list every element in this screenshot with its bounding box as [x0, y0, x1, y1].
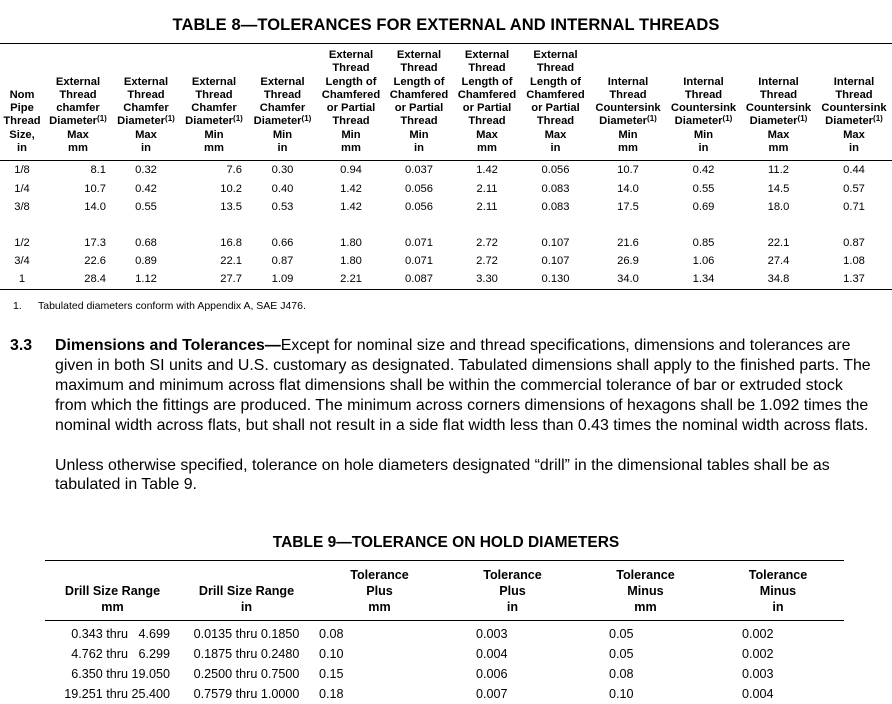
- table8-cell: 1/4: [14, 182, 30, 195]
- header-line: Max: [476, 128, 498, 141]
- header-line: Diameter: [749, 115, 798, 128]
- table8-cell: 0.071: [405, 236, 433, 249]
- table9-header-cell: [45, 561, 180, 621]
- header-line: Thread: [536, 115, 575, 128]
- table9-cell: 0.004: [476, 647, 508, 661]
- table9-cell: 0.002: [742, 627, 774, 641]
- header-line: or Partial: [326, 102, 376, 115]
- footnote-number: 1.: [13, 300, 22, 312]
- table8-header-cell: [590, 44, 666, 161]
- table9-cell: 0.006: [476, 667, 508, 681]
- header-line: mm: [768, 142, 789, 155]
- table9-cell: 0.003: [476, 627, 508, 641]
- header-line: Diameter: [117, 115, 166, 128]
- table9-cell: 0.05: [609, 647, 634, 661]
- table8-cell: 2.21: [317, 270, 385, 289]
- header-line: Pipe: [10, 102, 34, 115]
- table9-header-row: [45, 561, 844, 621]
- header-line: External: [396, 49, 442, 61]
- table8-cell: 1.80: [340, 255, 362, 268]
- header-line: Min: [409, 128, 429, 141]
- header-line: mm: [618, 142, 638, 155]
- header-line: mm: [341, 142, 361, 155]
- header-line: Max: [135, 128, 157, 141]
- header-line: External: [464, 49, 510, 61]
- header-line: Length of: [461, 75, 513, 88]
- header-line: Min: [693, 128, 714, 141]
- table8-cell: 1.06: [692, 255, 715, 268]
- table8-cell: 11.2: [768, 164, 789, 177]
- header-line: External: [328, 49, 374, 61]
- table9-cell: 6.350 thru 19.050: [71, 667, 170, 681]
- header-line: Tolerance: [616, 568, 675, 582]
- table9-cell: 0.10: [319, 647, 344, 661]
- section-3-3: [10, 336, 876, 495]
- table8-cell: 0.40: [271, 182, 294, 195]
- table8-cell: 0.30: [271, 164, 294, 177]
- header-line: Diameter: [185, 115, 234, 128]
- header-line: Max: [67, 128, 89, 141]
- header-line: Min: [272, 128, 293, 141]
- header-line: Minus: [627, 584, 664, 598]
- header-line: External: [55, 75, 101, 88]
- table8-cell: 2.11: [476, 200, 498, 213]
- table8-cell: 0.66: [271, 236, 294, 249]
- header-line: in: [277, 142, 288, 155]
- table8-cell: 0.32: [135, 164, 157, 177]
- header-line: Tolerance: [483, 568, 542, 582]
- section-para1-text: Except for nominal size and thread specifications, dimensions and tolerances are given in both SI units and U.S. customary as designated. Tabulated dimensions shall apply to the finished parts. The maximum and minimum across flat dimensions shall be within the commercial tolerance of bar or extruded stock from which the fittings are produced. The minimum across corners dimensions of hexagons shall be 1.092 times the nominal width across flats, but shall not result in a side flat width less than 0.43 times the nominal width across flats.: [55, 337, 871, 434]
- header-line: chamfer: [56, 102, 100, 115]
- table8-cell: 0.68: [135, 236, 157, 249]
- footnote-ref: (1): [797, 114, 808, 124]
- table8-header-cell: [0, 44, 44, 161]
- table8-cell: 0.107: [541, 255, 570, 268]
- table8-cell: 0.44: [843, 164, 865, 177]
- header-line: External: [260, 75, 305, 88]
- table8-spacer-row: [0, 216, 892, 234]
- table8-row: [0, 234, 892, 252]
- table8-cell: 2.11: [476, 182, 498, 195]
- header-line: Thread: [332, 115, 370, 128]
- header-line: Drill Size Range: [64, 584, 161, 598]
- header-line: Countersink: [745, 102, 812, 115]
- header-line: Internal: [683, 75, 724, 88]
- header-line: Length of: [393, 75, 445, 88]
- table8-header-cell: [248, 44, 317, 161]
- table8-cell: 0.056: [405, 200, 433, 213]
- table8-cell: 0.87: [843, 236, 865, 249]
- table9-cell: 0.15: [319, 667, 344, 681]
- table8-cell: 8.1: [90, 164, 106, 177]
- header-line: Internal: [758, 75, 799, 88]
- table9-cell: 0.003: [742, 667, 774, 681]
- table8-cell: 1.42: [340, 200, 362, 213]
- table9-cell: 0.2500 thru 0.7500: [193, 667, 300, 681]
- table9-header-cell: [313, 561, 446, 621]
- header-line: Thread: [195, 88, 233, 101]
- table8: [0, 43, 892, 290]
- table8-cell: 27.4: [767, 255, 790, 268]
- header-line: Internal: [607, 75, 649, 88]
- table9-header-cell: [446, 561, 579, 621]
- table8-header-cell: [521, 44, 590, 161]
- header-line: Diameter: [825, 115, 874, 128]
- header-line: Countersink: [821, 102, 887, 115]
- table8-cell: 3.30: [453, 270, 521, 289]
- table8-cell: 0.42: [135, 182, 157, 195]
- footnote-ref: (1): [233, 114, 243, 124]
- table8-header-cell: [317, 44, 385, 161]
- table8-cell: 2.72: [476, 236, 498, 249]
- header-line: mm: [68, 142, 88, 155]
- table9-cell: 0.0135 thru 0.1850: [193, 627, 300, 641]
- table8-header-row: [0, 44, 892, 161]
- header-line: mm: [477, 142, 497, 155]
- table9-header-cell: [579, 561, 712, 621]
- header-line: mm: [368, 600, 391, 614]
- header-line: in: [849, 142, 859, 155]
- table9-cell: 0.05: [609, 627, 634, 641]
- table8-cell: 10.7: [617, 164, 639, 177]
- table8-cell: 21.6: [617, 236, 639, 249]
- table8-cell: 14.5: [767, 182, 790, 195]
- header-line: Chamfered: [457, 88, 517, 101]
- table9-cell: 0.343 thru 4.699: [71, 627, 170, 641]
- table8-cell: 22.1: [767, 236, 790, 249]
- table8-cell: 1/8: [14, 164, 30, 177]
- header-line: Countersink: [595, 102, 661, 115]
- footnote-ref: (1): [647, 114, 657, 124]
- table9-row: [45, 684, 844, 704]
- table8-header-cell: [44, 44, 112, 161]
- table8-cell: 1.09: [248, 270, 317, 289]
- table8-header-cell: [180, 44, 248, 161]
- table8-cell: 2.72: [476, 255, 498, 268]
- table9-cell: 0.1875 thru 0.2480: [193, 647, 300, 661]
- table8-cell: 1.42: [340, 182, 362, 195]
- table8-cell: 3/4: [14, 255, 30, 268]
- header-line: Plus: [366, 584, 393, 598]
- table8-cell: 0.53: [271, 200, 294, 213]
- header-line: Max: [544, 128, 567, 141]
- header-line: Thread: [468, 62, 506, 75]
- table8-title: TABLE 8—TOLERANCES FOR EXTERNAL AND INTERNAL THREADS: [172, 16, 720, 34]
- table8-cell: 1.34: [666, 270, 741, 289]
- table8-row: [0, 198, 892, 216]
- header-line: Thread: [536, 62, 575, 75]
- header-line: Diameter: [253, 115, 302, 128]
- header-line: External: [191, 75, 237, 88]
- table8-header-cell: [385, 44, 453, 161]
- header-line: Countersink: [670, 102, 737, 115]
- header-line: Thread: [759, 88, 798, 101]
- table8-cell: 0.57: [843, 182, 865, 195]
- table9-cell: 0.007: [476, 687, 508, 701]
- header-line: Min: [204, 128, 224, 141]
- footnote-ref: (1): [722, 114, 733, 124]
- header-line: Chamfer: [259, 102, 306, 115]
- table8-row: [0, 180, 892, 198]
- table8-cell: 27.7: [180, 270, 248, 289]
- table9-row: [45, 621, 844, 645]
- table8-cell: 17.5: [617, 200, 639, 213]
- table9-cell: 4.762 thru 6.299: [71, 647, 170, 661]
- header-line: Thread: [400, 62, 438, 75]
- header-line: in: [414, 142, 424, 155]
- footnote-ref: (1): [97, 114, 107, 124]
- section-number: 3.3: [10, 337, 33, 354]
- header-line: Plus: [499, 584, 526, 598]
- header-line: Thread: [468, 115, 506, 128]
- table8-cell: 10.2: [220, 182, 242, 195]
- table9-row: [45, 644, 844, 664]
- table8-header-cell: [112, 44, 180, 161]
- header-line: Max: [767, 128, 790, 141]
- table8-cell: 0.083: [541, 182, 570, 195]
- footnote-ref: (1): [301, 114, 312, 124]
- header-line: Size,: [9, 128, 35, 141]
- header-line: Chamfer: [191, 102, 237, 115]
- header-line: or Partial: [531, 102, 580, 115]
- header-line: Thread: [835, 88, 873, 101]
- header-line: Thread: [3, 115, 41, 128]
- section-paragraph-1: [55, 336, 876, 436]
- table8-footnote: [13, 300, 306, 312]
- table8-cell: 14.0: [84, 200, 106, 213]
- table8-cell: 1.80: [340, 236, 362, 249]
- table8-cell: 1.37: [816, 270, 892, 289]
- table9-cell: 0.18: [319, 687, 344, 701]
- table8-cell: 0.107: [541, 236, 570, 249]
- header-line: in: [17, 142, 27, 155]
- header-line: in: [698, 142, 709, 155]
- header-line: Tolerance: [350, 568, 409, 582]
- table8-cell: 0.94: [340, 164, 362, 177]
- table8-cell: 1.12: [112, 270, 180, 289]
- header-line: Nom: [9, 88, 35, 101]
- header-line: Tolerance: [748, 568, 808, 582]
- table9-row: [45, 664, 844, 684]
- table8-cell: 0.85: [692, 236, 715, 249]
- header-line: in: [550, 142, 561, 155]
- table8-cell: 0.130: [521, 270, 590, 289]
- table8-cell: 34.8: [741, 270, 816, 289]
- header-line: Max: [843, 128, 865, 141]
- table9-header-cell: [180, 561, 313, 621]
- table9-cell: 0.7579 thru 1.0000: [193, 687, 300, 701]
- table8-cell: 10.7: [84, 182, 106, 195]
- header-line: in: [772, 600, 784, 614]
- table8-cell: 0.056: [405, 182, 433, 195]
- section-heading: Dimensions and Tolerances—: [55, 337, 281, 354]
- header-line: Chamfered: [321, 88, 381, 101]
- table9-cell: 0.10: [609, 687, 634, 701]
- header-line: Min: [618, 128, 638, 141]
- table8-header-cell: [666, 44, 741, 161]
- header-line: in: [141, 142, 151, 155]
- header-line: Diameter: [674, 115, 723, 128]
- table8-cell: 3/8: [14, 200, 30, 213]
- table8-cell: 0.87: [271, 255, 294, 268]
- table9-cell: 0.08: [319, 627, 344, 641]
- table9: [45, 560, 844, 704]
- table8-cell: 22.1: [220, 255, 242, 268]
- table8-cell: 0.71: [843, 200, 865, 213]
- header-line: Chamfered: [389, 88, 449, 101]
- table8-cell: 26.9: [617, 255, 639, 268]
- header-line: Chamfered: [526, 88, 585, 101]
- table8-cell: 7.6: [226, 164, 242, 177]
- footnote-ref: (1): [873, 114, 883, 124]
- header-line: mm: [101, 600, 124, 614]
- table8-cell: 1.08: [843, 255, 865, 268]
- header-line: Drill Size Range: [198, 584, 295, 598]
- header-line: mm: [634, 600, 657, 614]
- header-line: Length of: [530, 75, 581, 88]
- header-line: Length of: [325, 75, 377, 88]
- table8-cell: 16.8: [220, 236, 242, 249]
- table9-cell: 0.002: [742, 647, 774, 661]
- header-line: mm: [204, 142, 224, 155]
- header-line: Thread: [609, 88, 647, 101]
- table9-cell: 0.08: [609, 667, 634, 681]
- table9-cell: 19.251 thru 25.400: [64, 687, 170, 701]
- table8-cell: 0.55: [135, 200, 157, 213]
- header-line: Thread: [332, 62, 370, 75]
- table8-cell: 1: [0, 270, 44, 289]
- header-line: Thread: [59, 88, 97, 101]
- header-line: or Partial: [394, 102, 444, 115]
- table8-header-cell: [741, 44, 816, 161]
- header-line: External: [123, 75, 169, 88]
- header-line: Thread: [127, 88, 165, 101]
- table8-row: [0, 161, 892, 180]
- header-line: Diameter: [49, 115, 98, 128]
- table8-cell: 18.0: [767, 200, 790, 213]
- table8-cell: 0.69: [692, 200, 715, 213]
- table8-header-cell: [816, 44, 892, 161]
- section-paragraph-2: Unless otherwise specified, tolerance on hole diameters designated “drill” in the dimensional tables shall be as tabulated in Table 9.: [55, 456, 830, 494]
- spacer-cell: [0, 216, 892, 234]
- table8-cell: 0.083: [541, 200, 570, 213]
- header-line: in: [240, 600, 253, 614]
- table8-cell: 22.6: [84, 255, 106, 268]
- table8-cell: 34.0: [590, 270, 666, 289]
- table8-row: [0, 270, 892, 289]
- table8-cell: 0.056: [541, 164, 570, 177]
- table8-cell: 28.4: [44, 270, 112, 289]
- table9-header-cell: [712, 561, 844, 621]
- table8-cell: 1/2: [14, 236, 30, 249]
- header-line: Diameter: [599, 115, 648, 128]
- header-line: Thread: [684, 88, 723, 101]
- table8-cell: 0.55: [692, 182, 715, 195]
- footnote-text: Tabulated diameters conform with Appendix A, SAE J476.: [38, 300, 306, 312]
- table8-cell: 1.42: [476, 164, 498, 177]
- table8-cell: 17.3: [84, 236, 106, 249]
- header-line: or Partial: [462, 102, 512, 115]
- header-line: External: [533, 49, 578, 61]
- table9-cell: 0.004: [742, 687, 774, 701]
- table8-cell: 0.087: [385, 270, 453, 289]
- header-line: Thread: [263, 88, 302, 101]
- table8-header-cell: [453, 44, 521, 161]
- table8-cell: 0.071: [405, 255, 433, 268]
- table9-title: TABLE 9—TOLERANCE ON HOLD DIAMETERS: [272, 534, 620, 551]
- table8-cell: 13.5: [220, 200, 242, 213]
- table8-cell: 0.42: [692, 164, 715, 177]
- header-line: Min: [341, 128, 361, 141]
- header-line: Internal: [833, 75, 875, 88]
- table8-cell: 0.037: [405, 164, 433, 177]
- footnote-ref: (1): [165, 114, 175, 124]
- table8-cell: 0.89: [135, 255, 157, 268]
- table8-cell: 14.0: [617, 182, 639, 195]
- table8-row: [0, 252, 892, 270]
- header-line: Thread: [400, 115, 438, 128]
- header-line: in: [506, 600, 519, 614]
- header-line: Minus: [759, 584, 797, 598]
- header-line: Chamfer: [123, 102, 169, 115]
